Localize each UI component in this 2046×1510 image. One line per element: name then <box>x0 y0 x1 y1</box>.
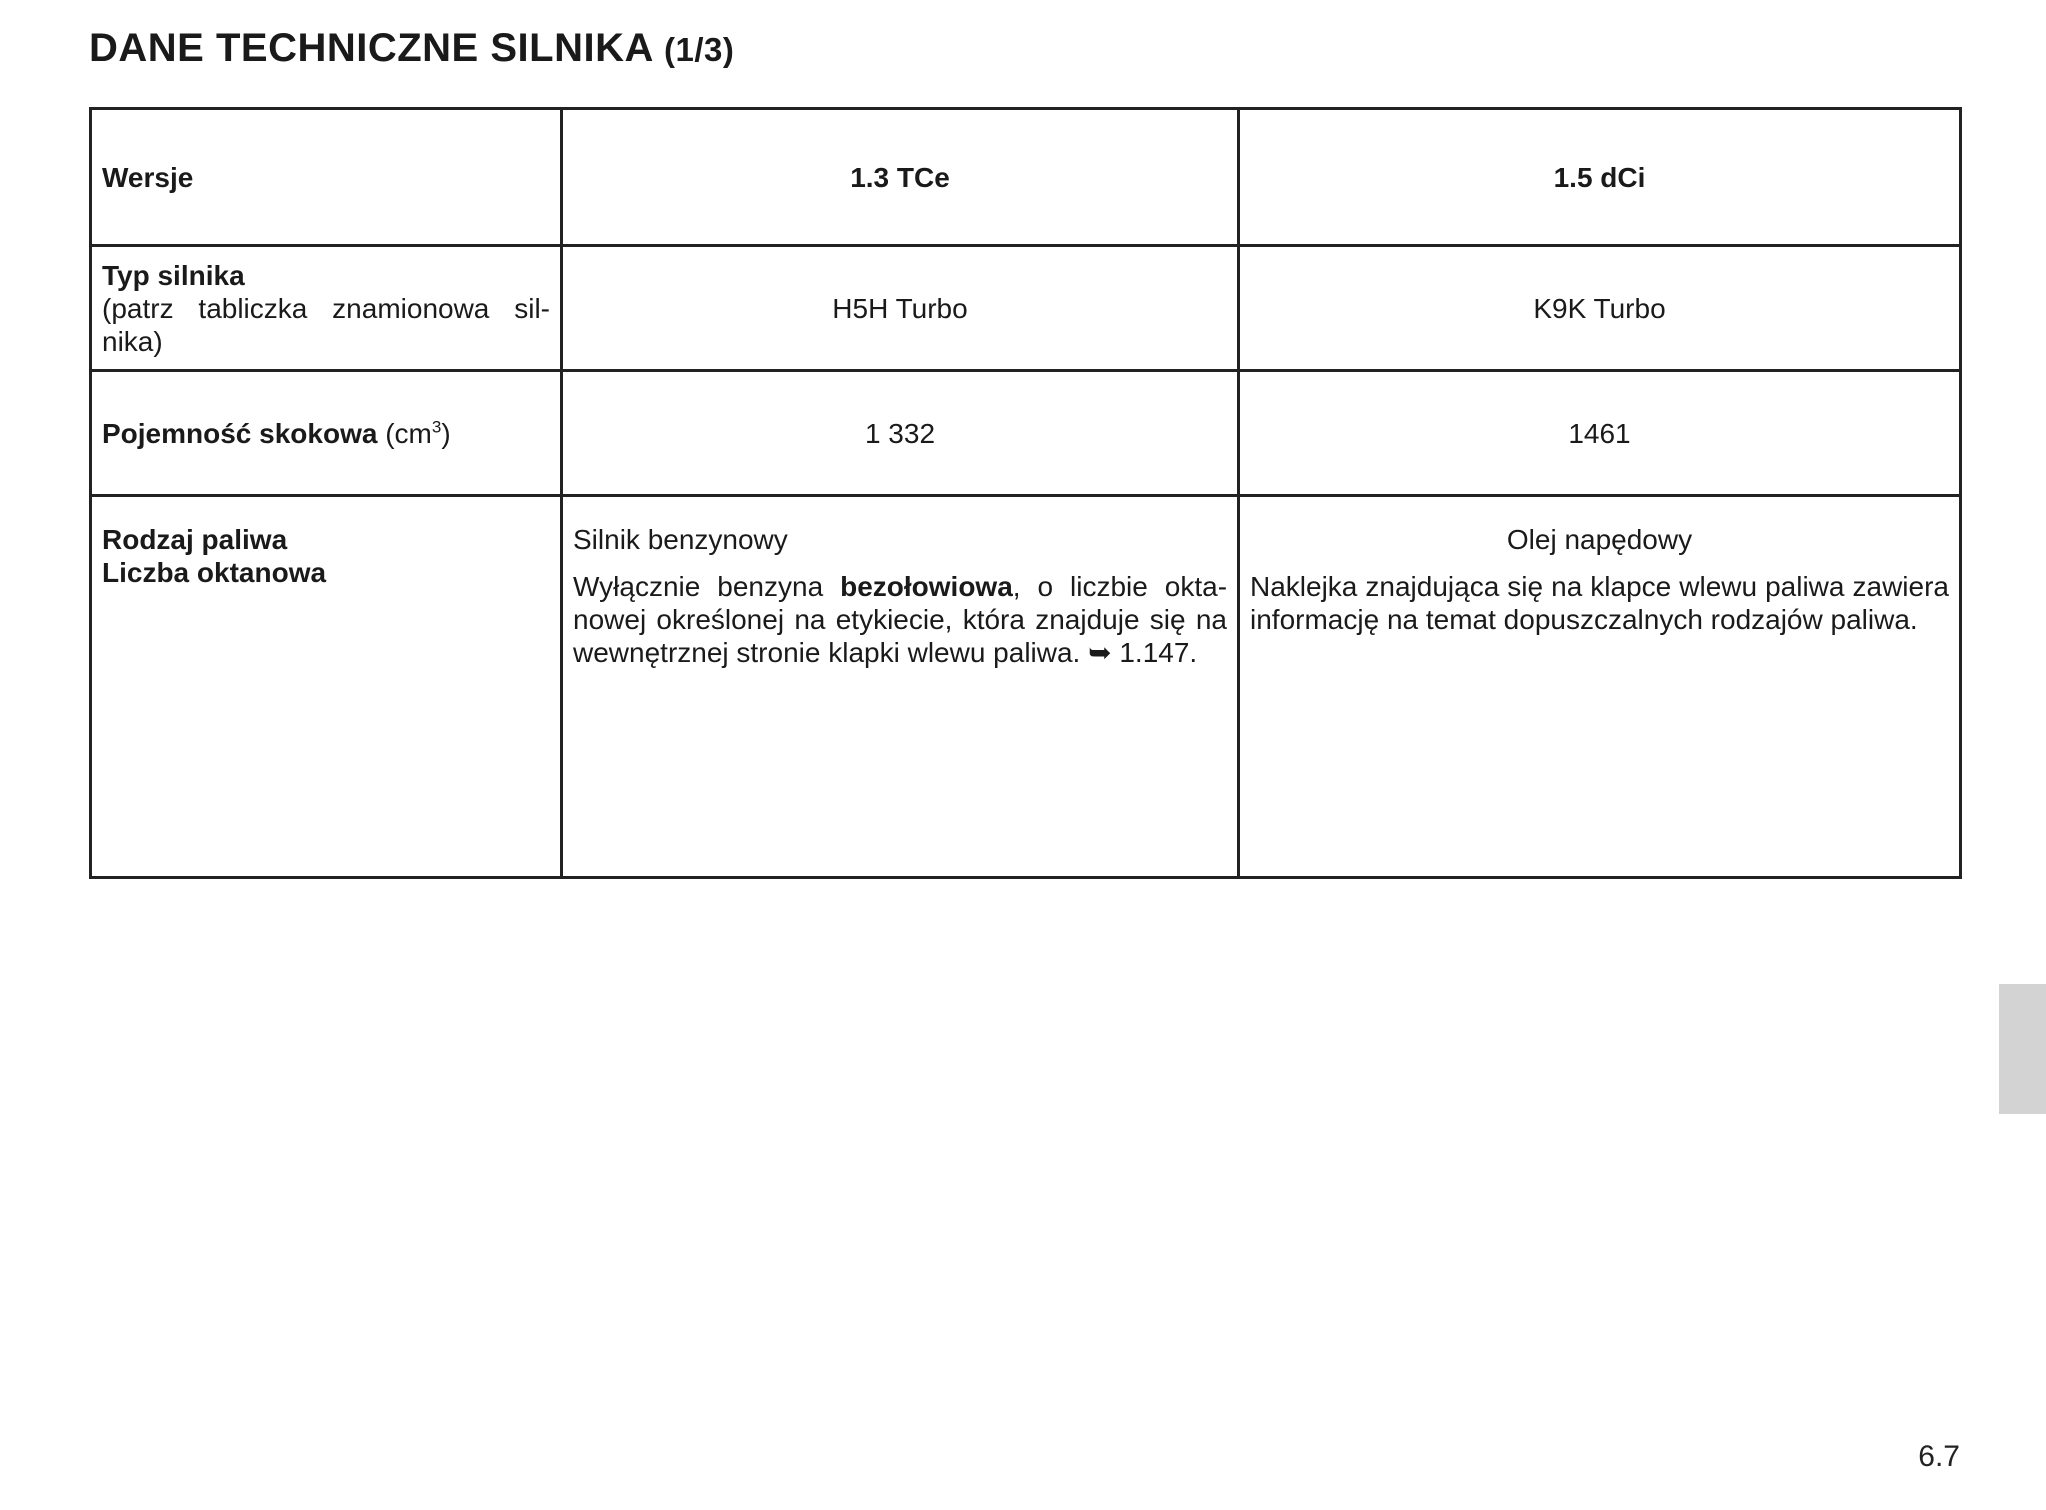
table-row-engine-type <box>91 246 1961 371</box>
engine-type-label: Typ silnika <box>102 259 245 291</box>
engine-type-label-cell <box>91 246 562 371</box>
engine-spec-table <box>89 107 1962 879</box>
page-number: 6.7 <box>1918 1440 1960 1473</box>
displacement-unit: $(cm^3)$ <box>385 417 451 449</box>
fuel-col1-text: Wyłącznie benzyna bezołowiowa, o liczbie oktanowej określonej na etykiecie, która znajduje się na wewnętrznej stronie klapki wlewu paliwa. ➥ 1.147. <box>573 571 1228 668</box>
displacement-col1: 1 332 <box>562 371 1239 496</box>
octane-label: Liczba oktanowa <box>102 557 327 588</box>
engine-type-note: (patrz tabliczka znamionowa silnika) <box>102 292 550 357</box>
title-main: DANE TECHNICZNE SILNIKA <box>89 26 653 70</box>
fuel-label-cell <box>91 496 562 878</box>
engine-type-col2: K9K Turbo <box>1239 246 1961 371</box>
fuel-col2 <box>1239 496 1961 878</box>
fuel-col1 <box>562 496 1239 878</box>
engine-type-col1: H5H Turbo <box>562 246 1239 371</box>
table-row-displacement <box>91 371 1961 496</box>
header-col2: 1.5 dCi <box>1239 109 1961 246</box>
table-row-header <box>91 109 1961 246</box>
page-title <box>89 26 734 71</box>
fuel-col1-title: Silnik benzynowy <box>573 524 788 555</box>
fuel-col2-text: Naklejka znajdująca się na klapce wlewu paliwa zawiera informację na temat dopuszczalnych rodzajów paliwa. <box>1250 571 1949 635</box>
displacement-label: Pojemność skokowa <box>102 417 378 449</box>
header-label: Wersje <box>91 109 562 246</box>
fuel-col2-title: Olej napędowy <box>1506 524 1693 555</box>
displacement-label-cell <box>91 371 562 496</box>
table-row-fuel <box>91 496 1961 878</box>
displacement-col2: 1461 <box>1239 371 1961 496</box>
section-tab <box>1999 984 2046 1114</box>
header-col1: 1.3 TCe <box>562 109 1239 246</box>
fuel-label: Rodzaj paliwa <box>102 524 288 555</box>
title-suffix: (1/3) <box>663 31 735 68</box>
